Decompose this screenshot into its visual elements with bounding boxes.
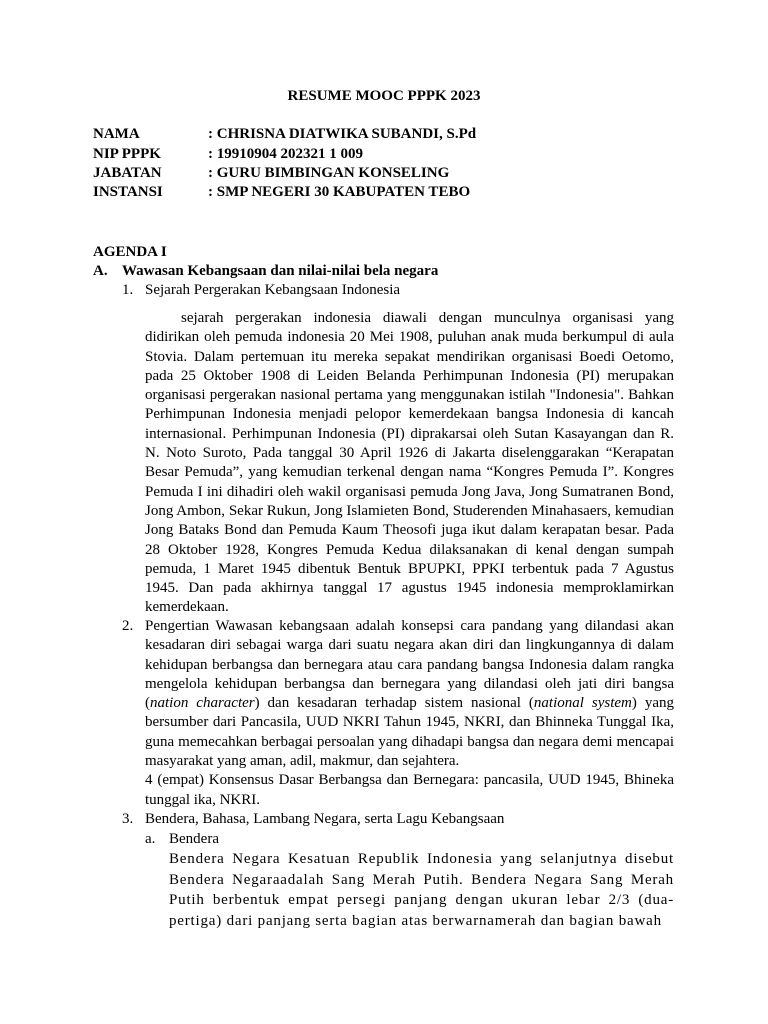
section-a-letter: A. (93, 263, 108, 279)
item-2-definition (145, 617, 674, 771)
info-row-nip (93, 145, 363, 164)
section-a-title: Wawasan Kebangsaan dan nilai-nilai bela negara (122, 263, 439, 279)
item-1-paragraph-text: sejarah pergerakan indonesia diawali dengan munculnya organisasi yang didirikan oleh pemuda indonesia 20 Mei 1908, puluhan anak muda berkumpul di aula Stovia. Dalam pertemuan itu mereka sepakat mendirikan organisasi Boedi Oetomo, pada 25 Oktober 1908 di Leiden Belanda Perhimpunan Indonesia (PI) merupakan organisasi pergerakan nasional pertama yang menggunakan istilah "Indonesia". Bahkan Perhimpunan Indonesia menjadi pelopor kemerdekaan bangsa Indonesia di kancah internasional. Perhimpunan Indonesia (PI) diprakarsai oleh Sutan Kasayangan dan R. N. Noto Suroto, Pada tanggal 30 April 1926 di Jakarta diselenggarakan “Kerapatan Besar Pemuda”, yang kemudian terkenal dengan nama “Kongres Pemuda I”. Kongres Pemuda I ini dihadiri oleh wakil organisasi pemuda Jong Java, Jong Sumatranen Bond, Jong Ambon, Sekar Rukun, Jong Islamieten Bond, Studerenden Minahasaers, kemudian Jong Bataks Bond dan Pemuda Kaum Theosofi juga ikut dalam kerapatan besar. Pada 28 Oktober 1928, Kongres Pemuda Kedua dilaksanakan di kenal dengan sumpah pemuda, 1 Maret 1945 dibentuk Bentuk BPUPKI, PPKI terbentuk pada 7 Agustus 1945. Dan pada akhirnya tanggal 17 agustus 1945 indonesia memproklamirkan kemerdekaan. (145, 310, 674, 616)
info-value: : CHRISNA DIATWIKA SUBANDI, S.Pd (208, 126, 477, 142)
info-label: JABATAN (93, 165, 162, 181)
item-2-italic-national-system: national system (533, 695, 632, 712)
document-title: RESUME MOOC PPPK 2023 (287, 88, 481, 104)
info-value: : SMP NEGERI 30 KABUPATEN TEBO (208, 184, 471, 200)
info-value: : GURU BIMBINGAN KONSELING (208, 165, 450, 181)
item-3-title: Bendera, Bahasa, Lambang Negara, serta Lagu Kebangsaan (145, 811, 505, 827)
item-3a-text: Bendera Negara Kesatuan Republik Indonesia yang selanjutnya disebut Bendera Negaraadalah Sang Merah Putih. Bendera Negara Sang Merah Putih berbentuk empat persegi panjang dengan ukuran lebar 2/3 (dua-pertiga) dari panjang serta bagian atas berwarnamerah dan bagian bawah (169, 851, 674, 929)
item-1-paragraph (145, 309, 674, 618)
info-label: INSTANSI (93, 184, 163, 200)
info-label: NIP PPPK (93, 146, 161, 162)
item-2-italic-nation-character: nation character (150, 695, 255, 712)
item-2-paragraph (145, 617, 674, 810)
item-3a-letter: a. (145, 831, 156, 847)
info-row-instansi (93, 183, 470, 202)
item-2-consensus: 4 (empat) Konsensus Dasar Berbangsa dan Bernegara: pancasila, UUD 1945, Bhineka tunggal ika, NKRI. (145, 772, 674, 808)
info-row-nama (93, 125, 476, 144)
agenda-heading: AGENDA I (93, 244, 167, 260)
item-3a-label: Bendera (169, 831, 219, 847)
info-row-jabatan (93, 164, 449, 183)
item-1-title: Sejarah Pergerakan Kebangsaan Indonesia (145, 282, 401, 298)
info-value: : 19910904 202321 1 009 (208, 146, 363, 162)
item-2-text-part2: ) dan kesadaran terhadap sistem nasional ( (254, 695, 534, 712)
item-2-text-part3: ) yang bersumber dari Pancasila, UUD NKRI Tahun 1945, NKRI, dan Bhinneka Tunggal Ika, guna memecahkan berbagai persoalan yang dihadapi bangsa dan negara demi mencapai masyarakat yang aman, adil, makmur, dan sejahtera. (145, 695, 674, 770)
item-2-text-part1: Pengertian Wawasan kebangsaan adalah konsepsi cara pandang yang dilandasi akan kesadaran diri sebagai warga dari suatu negara akan diri dan lingkungannya di dalam kehidupan berbangsa dan bernegara atau cara pandang bangsa Indonesia dalam rangka mengelola kehidupan berbangsa dan bernegara yang dilandasi oleh jati diri bangsa ( (145, 618, 674, 712)
item-1-number: 1. (122, 282, 134, 298)
info-label: NAMA (93, 126, 140, 142)
item-3-number: 3. (122, 811, 134, 827)
item-2-number: 2. (122, 618, 134, 634)
